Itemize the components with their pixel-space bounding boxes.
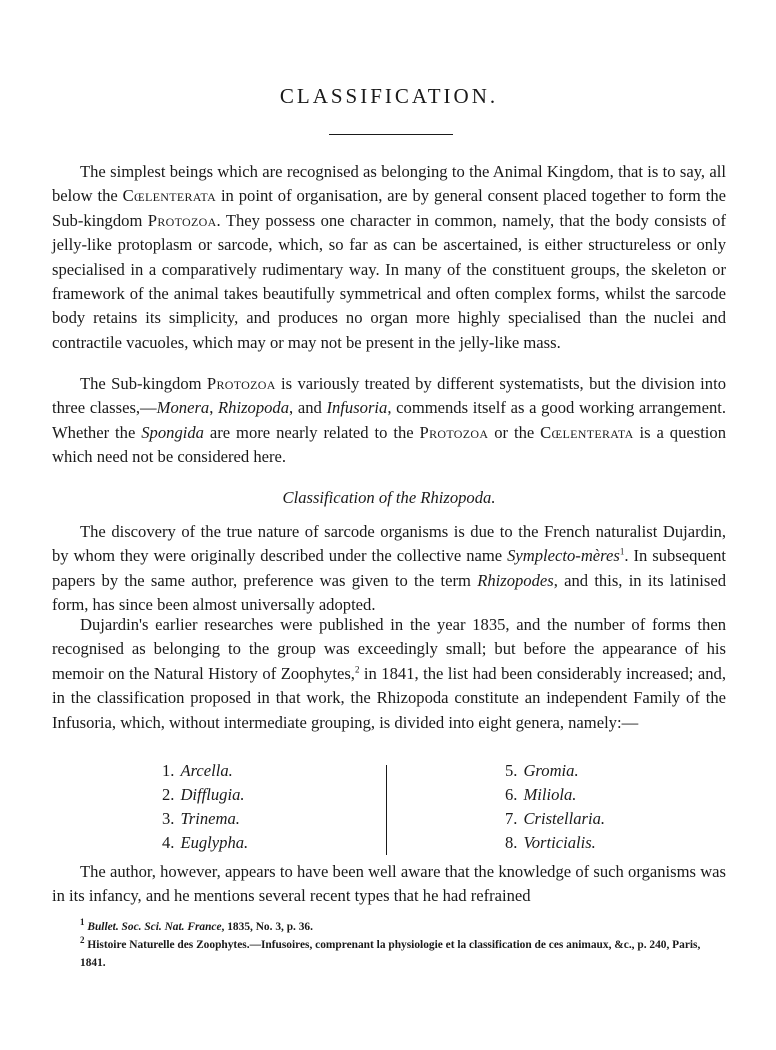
footnote-2: $^2$ Histoire Naturelle des Zoophytes.—Infusoires, comprenant la physiologie et la classification de ces animaux, &c., p. 240, Paris, 1841. xyxy=(80,935,701,969)
footnote-ref-1: 1 xyxy=(619,546,625,557)
footnotes xyxy=(52,918,726,972)
paragraph-1: The simplest beings which are recognised as belonging to the Animal Kingdom, that is to say, all below the Cœlenterata in point of organisation, are by general consent placed together to form the Sub-kingdom Protozoa. They possess one character in common, namely, that the body consists of jelly-like protoplasm or sarcode, which, so far as can be ascertained, is either structureless or only specialised in a comparatively rudimentary way. In many of the constituent groups, the skeleton or framework of the animal takes beautifully symmetrical and often complex forms, whilst the sarcode body retains its simplicity, and produces no organ more highly specialised than the nuclei and contractile vacuoles, which may or may not be present in the jelly-like mass. xyxy=(52,162,727,352)
paragraph-2: The Sub-kingdom Protozoa is variously treated by different systematists, but the division into three classes,—Monera, Rhizopoda, and Infusoria, commends itself as a good working arrangement. Whether the Spongida are more nearly related to the Protozoa or the Cœlenterata is a question which need not be considered here. xyxy=(52,374,727,467)
list-item: 4. Euglypha. xyxy=(162,833,249,852)
footnote-ref-2: 2 xyxy=(354,664,360,675)
taxon-coelenterata: Cœlenterata xyxy=(122,186,217,206)
section-heading: Classification of the Rhizopoda. xyxy=(282,488,496,507)
page-title: CLASSIFICATION. xyxy=(279,84,499,108)
list-item: 3. Trinema. xyxy=(162,809,240,828)
list-item: 7. Cristellaria. xyxy=(505,809,606,828)
footnote-1: $^1$ Bullet. Soc. Sci. Nat. France, 1835, No. 3, p. 36. xyxy=(80,917,313,933)
paragraph-4: Dujardin's earlier researches were published in the year 1835, and the number of forms then recognised as belonging to the group was exceedingly small; but before the appearance of his memoir on the Natural History of Zoophytes,$^2$ in 1841, the list had been considerably increased; and, in the classification proposed in that work, the Rhizopoda constitute an independent Family of the Infusoria, which, without intermediate grouping, is divided into eight genera, namely:— xyxy=(52,615,726,732)
list-item: 1. Arcella. xyxy=(162,761,233,780)
genera-column-right xyxy=(505,759,605,855)
genera-column-left xyxy=(162,759,248,855)
list-item: 2. Difflugia. xyxy=(162,785,245,804)
list-item: 6. Miliola. xyxy=(505,785,577,804)
column-divider xyxy=(386,765,387,855)
list-item: 8. Vorticialis. xyxy=(505,833,596,852)
taxon-protozoa: Protozoa xyxy=(147,210,217,230)
paragraph-3: The discovery of the true nature of sarcode organisms is due to the French naturalist Dujardin, by whom they were originally described under the collective name Symplecto-mères$^1$. In subsequent papers by the same author, preference was given to the term Rhizopodes, and this, in its latinised form, has since been almost universally adopted. xyxy=(52,522,727,615)
genera-list xyxy=(52,759,726,855)
paragraph-5: The author, however, appears to have been well aware that the knowledge of such organisms was in its infancy, and he mentions several recent types that he had refrained xyxy=(52,862,726,906)
list-item: 5. Gromia. xyxy=(505,761,579,780)
title-rule xyxy=(329,134,453,135)
